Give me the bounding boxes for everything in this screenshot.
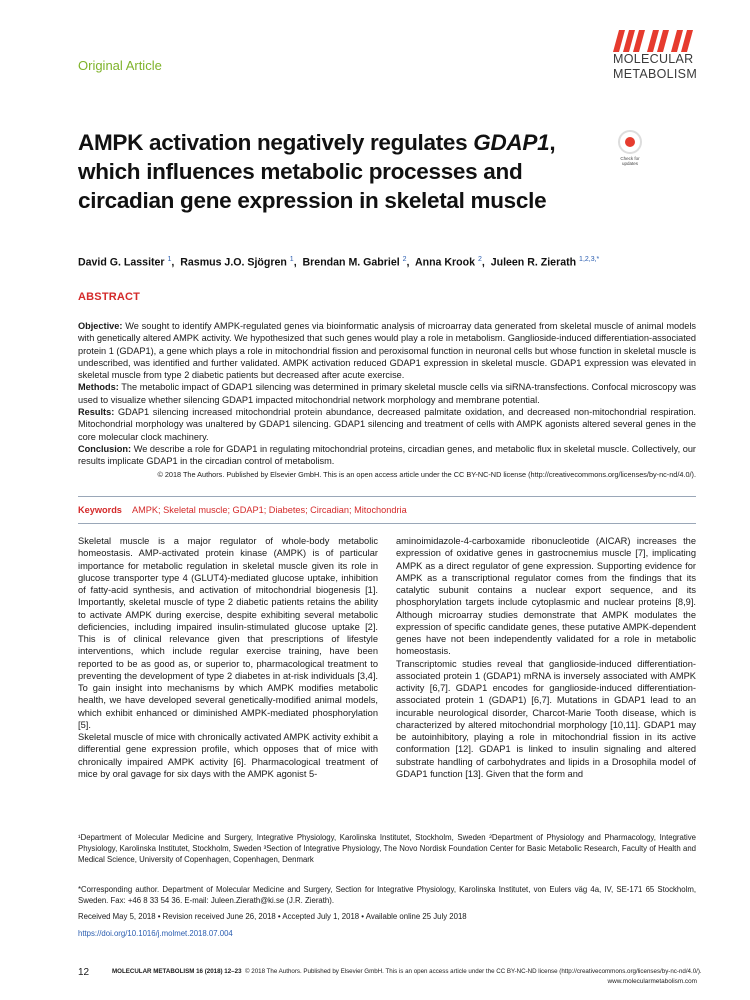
body-paragraph: Transcriptomic studies reveal that ganglioside-induced differentiation-associated protein 1 (GDAP1) mRNA is inversely associated with AMPK activity [6,7]. GDAP1 encodes for ganglioside-induced differentiation-associated protein 1 (GDAP1) [6,7]. Mutations in GDAP1 lead to an incurable neurological disorder, Charcot-Marie Tooth disease, which is characterized by altered mitochondrial morphology [10,11]. GDAP1 may be autoinhibitory, playing a role in mitochondrial fission in its active conformation [12]. GDAP1 is linked to insulin signaling and altered substrate handling of carbohydrates and lipids in a Drosophila model of GDAP1 function [13]. Given that the form and xyxy=(396,658,696,779)
check-updates-icon xyxy=(618,130,642,154)
abstract-body xyxy=(78,320,696,481)
title-line3: circadian gene expression in skeletal muscle xyxy=(78,188,547,213)
title-line2: which influences metabolic processes and xyxy=(78,159,523,184)
author-affiliation[interactable]: 1 xyxy=(167,256,172,263)
keywords-value: AMPK; Skeletal muscle; GDAP1; Diabetes; Circadian; Mitochondria xyxy=(131,505,407,515)
body-paragraph: Skeletal muscle is a major regulator of whole-body metabolic homeostasis. AMP-activated protein kinase (AMPK) is of particular importance for metabolic regulation in skeletal muscle given its role in glucose transporter type 4 (GLUT4)-mediated glucose uptake, inhibition of fatty-acid synthesis, and activation of mitochondrial biogenesis [1]. Importantly, skeletal muscle of type 2 diabetic patients retains the ability to activate AMPK during exercise, despite exhibiting several metabolic deficiencies, including impaired insulin-stimulated glucose uptake [2]. This is of clinical relevance given that prescriptions of lifestyle interventions, which include regular exercise training, have been reported to be as good as, or superior to, pharmacological treatment to preventing the development of type 2 diabetes in at-risk individuals [3,4]. To gain insight into mechanisms by which AMPK modifies metabolic health, we have developed several genetically-modified animal models, which exhibit enhanced or diminished AMPK-mediated phosphorylation [5]. xyxy=(78,536,378,730)
results-label: Results: xyxy=(78,407,115,418)
corresponding-author-footnote xyxy=(78,876,696,914)
author-affiliation[interactable]: 2 xyxy=(402,256,407,263)
title-line1-pre: AMPK activation negatively regulates xyxy=(78,130,474,155)
abstract-objective xyxy=(78,320,696,381)
author-list: David G. Lassiter $^1$, Rasmus J.O. Sjögren $^1$, Brendan M. Gabriel $^2$, Anna Krook $^2$, Juleen R. Zierath $^{1,2,3,*}$ xyxy=(78,256,600,269)
divider xyxy=(78,496,696,497)
check-for-updates-badge[interactable] xyxy=(615,130,645,166)
methods-text: The metabolic impact of GDAP1 silencing was determined in primary skeletal muscle cells via siRNA-transfections. Confocal microscopy was used to visualize whether silencing GDAP1 impacted mitochondrial network morphology and membrane potential. xyxy=(78,382,696,405)
title-gene: GDAP1 xyxy=(473,130,550,155)
conclusion-text: We describe a role for GDAP1 in regulating mitochondrial proteins, circadian genes, and metabolic flux in skeletal muscle. Collectively, our results implicate GDAP1 in the circadian control of metabolism. xyxy=(78,443,696,467)
methods-label: Methods: xyxy=(78,382,119,393)
page-number: 12 xyxy=(78,967,90,978)
keywords xyxy=(78,505,407,515)
journal-name-line2: METABOLISM xyxy=(613,67,698,81)
title-line1-post: , xyxy=(549,130,556,155)
author-affiliation[interactable]: 1 xyxy=(289,256,294,263)
abstract-methods xyxy=(78,381,696,406)
journal-name-line1: MOLECULAR xyxy=(613,52,694,66)
article-dates: Received May 5, 2018 • Revision received June 26, 2018 • Accepted July 1, 2018 • Available online 25 July 2018 xyxy=(78,912,467,921)
abstract-conclusion xyxy=(78,443,696,468)
footer-citation xyxy=(112,968,702,975)
body-paragraph: Skeletal muscle of mice with chronically activated AMPK activity exhibit a differential gene expression profile, which opposes that of mice with chronically impaired AMPK activity [6]. Pharmacological treatment of mice by oral gavage for six days with the AMPK agonist 5- xyxy=(78,732,378,779)
journal-logo[interactable] xyxy=(613,30,703,82)
author-name: Juleen R. Zierath xyxy=(490,256,577,269)
corresponding-text: *Corresponding author. Department of Molecular Medicine and Surgery, Section for Integrative Physiology, Karolinska Institutet, von Eulers väg 4a, IV, SE-171 65 Stockholm, Sweden. Fax: +46 8 33 54 36. E-mail: Juleen.Zierath@ki.se (J.R. Zierath). xyxy=(78,884,696,905)
badge-line1: Check for xyxy=(620,156,640,161)
affiliations-footnote xyxy=(78,832,696,865)
body-paragraph: aminoimidazole-4-carboxamide ribonucleotide (AICAR) increases the expression of oxidative genes in gastrocnemius muscle [7], implicating AMPK as a direct regulator of gene expression. Supporting evidence for AMPK as a transcriptional regulator comes from the findings that its catalytic subunit contains a nuclear export sequence, and its phosphorylation targets include cytoplasmic and nuclear proteins [8,9]. Although microarray studies demonstrate that AMPK modulates the expression of specific candidate genes, these putative AMPK-dependent genes have not been independently validated for a role in metabolic homeostasis. xyxy=(396,536,696,657)
author-name: David G. Lassiter xyxy=(78,256,165,269)
objective-label: Objective: xyxy=(78,321,123,331)
article-title xyxy=(78,128,598,215)
badge-line2: updates xyxy=(621,161,638,166)
abstract-copyright: © 2018 The Authors. Published by Elsevier GmbH. This is an open access article under the CC BY-NC-ND license (http://creativecommons.org/licenses/by-nc-nd/4.0/). xyxy=(157,469,696,479)
abstract-results xyxy=(78,406,696,443)
footer-journal-ref: MOLECULAR METABOLISM 16 (2018) 12–23 xyxy=(112,968,242,975)
affiliations-text: ¹Department of Molecular Medicine and Surgery, Integrative Physiology, Karolinska Institutet, Stockholm, Sweden ²Department of Physiology and Pharmacology, Integrative Physiology, Karolinska Institutet, Stockholm, Sweden ³Section of Integrative Physiology, The Novo Nordisk Foundation Center for Basic Metabolic Research, Faculty of Health and Medical Science, University of Copenhagen, Copenhagen, Denmark xyxy=(78,833,696,864)
abstract-heading: ABSTRACT xyxy=(78,291,141,303)
author-name: Anna Krook xyxy=(414,256,476,269)
body-column-right xyxy=(396,535,696,780)
section-label: Original Article xyxy=(78,58,162,73)
divider xyxy=(78,523,696,524)
body-column-left xyxy=(78,535,378,780)
journal-logo-icon xyxy=(613,30,699,52)
results-text: GDAP1 silencing increased mitochondrial protein abundance, decreased palmitate oxidation, and decreased non-mitochondrial respiration. Mitochondrial morphology was unaltered by GDAP1 silencing. GDAP1 silencing and treatment of cells with AMPK agonists altered several genes in the core molecular clock machinery. xyxy=(78,407,696,442)
footer-website[interactable]: www.molecularmetabolism.com xyxy=(607,978,697,985)
doi-link[interactable]: https://doi.org/10.1016/j.molmet.2018.07.004 xyxy=(78,929,233,938)
author-name: Brendan M. Gabriel xyxy=(302,256,400,269)
objective-text: We sought to identify AMPK-regulated genes via bioinformatic analysis of microarray data generated from skeletal muscle of animal models with genetically altered AMPK activity. We hypothesized that such genes would play a role in metabolism. Ganglioside-induced differentiation-associated protein 1 (GDAP1), a gene which plays a role in mitochondrial fission and peroxisomal function in neuronal cells but whose function in skeletal muscle is undescribed, was identified and further validated. AMPK activation reduced GDAP1 expression in skeletal muscle. GDAP1 expression was elevated in skeletal muscle from type 2 diabetic patients but decreased after acute exercise. xyxy=(78,321,696,381)
footer-license: © 2018 The Authors. Published by Elsevier GmbH. This is an open access article under the CC BY-NC-ND license (http://creativecommons.org/licenses/by-nc-nd/4.0/). xyxy=(244,968,702,975)
author-affiliation[interactable]: 2 xyxy=(477,256,482,263)
author-name: Rasmus J.O. Sjögren xyxy=(180,256,287,269)
conclusion-label: Conclusion: xyxy=(78,443,132,454)
author-affiliation[interactable]: 1,2,3,* xyxy=(579,256,600,263)
keywords-label: Keywords xyxy=(78,505,122,515)
